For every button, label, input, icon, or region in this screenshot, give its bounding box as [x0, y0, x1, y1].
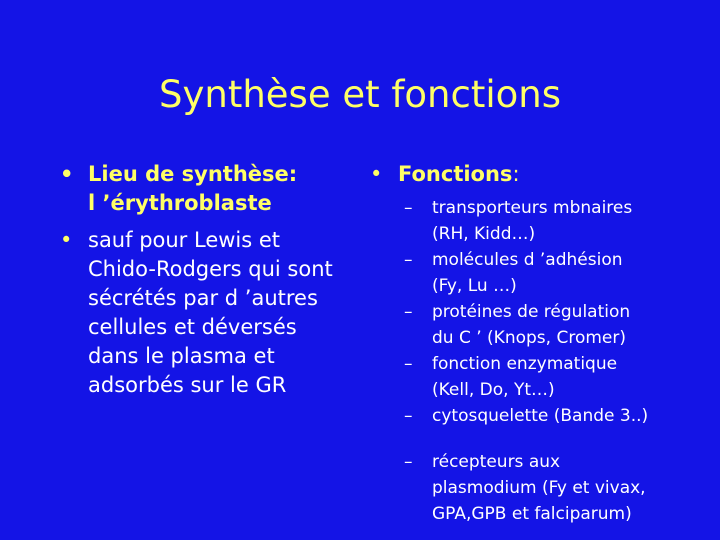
bullet-dot-icon: • — [370, 162, 383, 186]
bullet-line: adsorbés sur le GR — [88, 373, 287, 397]
item-line: plasmodium (Fy et vivax, — [432, 478, 646, 498]
bullet-line: Lieu de synthèse: — [88, 162, 298, 186]
item-line: cytosquelette (Bande 3..) — [432, 406, 649, 426]
dash-icon: – — [404, 452, 413, 472]
dash-icon: – — [404, 406, 413, 426]
function-item — [368, 247, 708, 299]
bullet-functions-heading — [368, 160, 708, 189]
dash-icon: – — [404, 198, 413, 218]
item-line: du C ’ (Knops, Cromer) — [432, 328, 626, 348]
dash-icon: – — [404, 250, 413, 270]
bullet-exception — [58, 226, 358, 400]
function-item — [368, 449, 708, 527]
dash-icon: – — [404, 302, 413, 322]
item-line: récepteurs aux — [432, 452, 561, 472]
bullet-line: l ’érythroblaste — [88, 191, 272, 215]
item-line: transporteurs mbnaires — [432, 198, 633, 218]
item-line: protéines de régulation — [432, 302, 631, 322]
item-line: (RH, Kidd…) — [432, 224, 536, 244]
bullet-dot-icon: • — [60, 228, 73, 252]
bullet-line: cellules et déversés — [88, 315, 297, 339]
functions-colon: : — [512, 162, 520, 186]
bullet-synthesis-site — [58, 160, 358, 218]
function-item — [368, 195, 708, 247]
item-line: fonction enzymatique — [432, 354, 618, 374]
item-line: GPA,GPB et falciparum) — [432, 504, 632, 524]
function-item — [368, 299, 708, 351]
item-line: (Fy, Lu …) — [432, 276, 517, 296]
functions-heading: Fonctions — [398, 162, 513, 186]
function-item — [368, 403, 708, 429]
bullet-line: sauf pour Lewis et — [88, 228, 281, 252]
function-item — [368, 351, 708, 403]
slide-title: Synthèse et fonctions — [159, 73, 561, 116]
bullet-line: sécrétés par d ’autres — [88, 286, 318, 310]
function-list — [368, 195, 708, 527]
bullet-dot-icon: • — [60, 162, 74, 186]
right-column — [368, 160, 708, 527]
dash-icon: – — [404, 354, 413, 374]
item-line: molécules d ’adhésion — [432, 250, 623, 270]
bullet-line: Chido-Rodgers qui sont — [88, 257, 333, 281]
bullet-line: dans le plasma et — [88, 344, 275, 368]
item-line: (Kell, Do, Yt…) — [432, 380, 555, 400]
left-column — [58, 160, 358, 400]
